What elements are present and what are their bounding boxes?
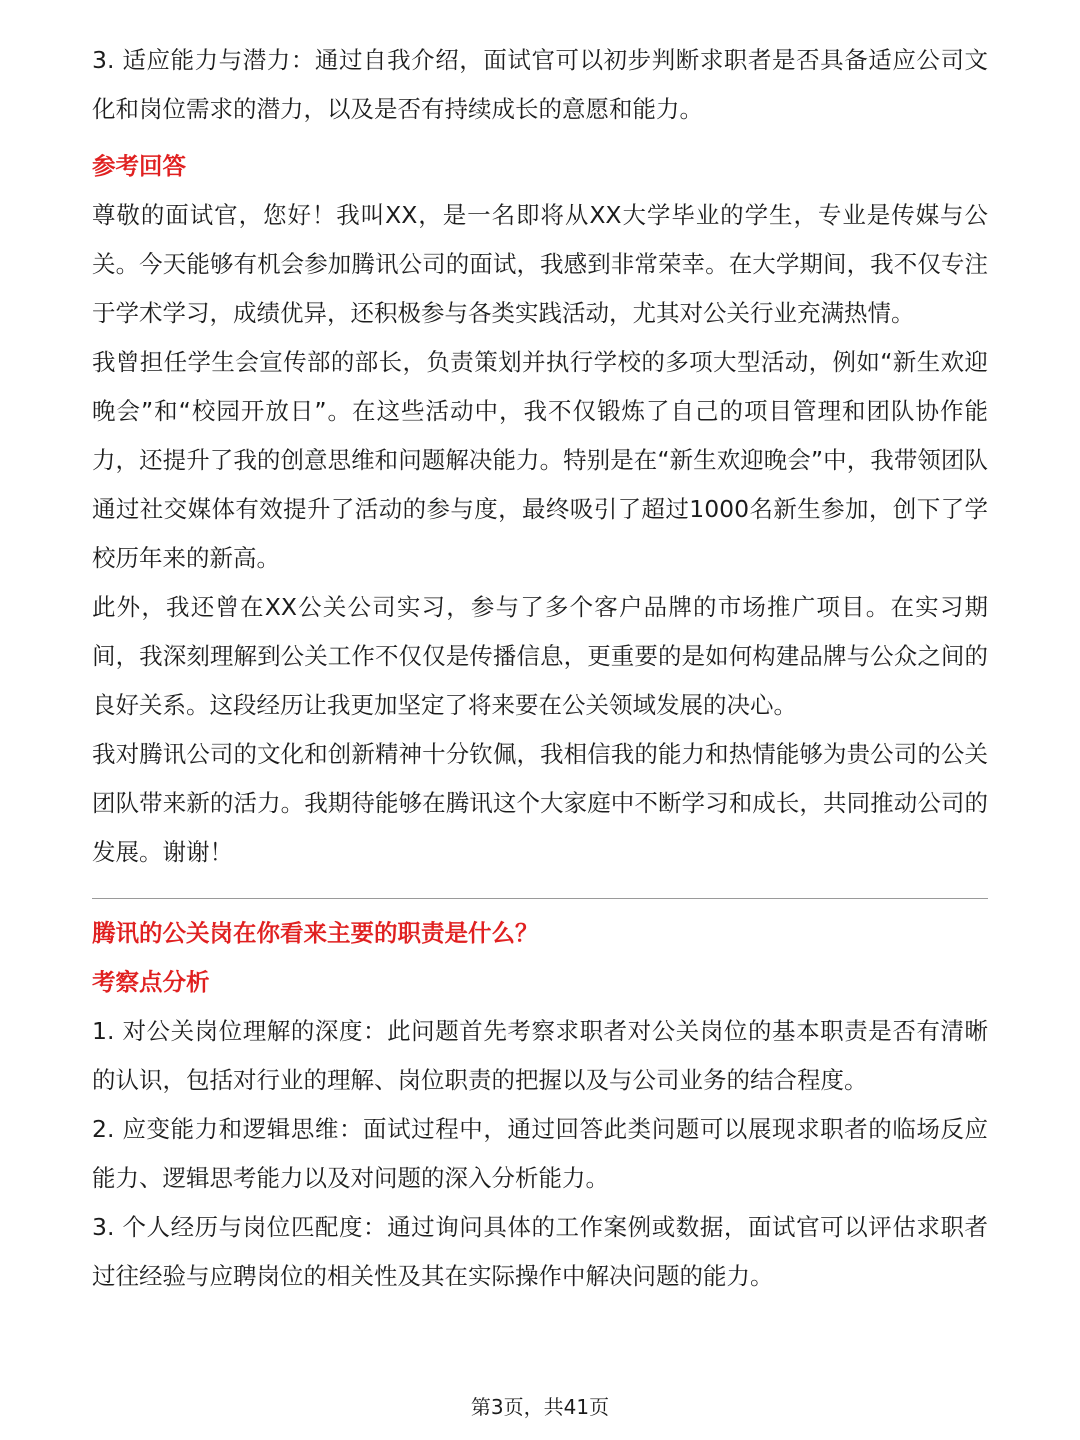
analysis-point-3: 3. 个人经历与岗位匹配度：通过询问具体的工作案例或数据，面试官可以评估求职者过往经验与应聘岗位的相关性及其在实际操作中解决问题的能力。 [92, 1213, 988, 1290]
answer-paragraph-1: 尊敬的面试官，您好！我叫XX，是一名即将从XX大学毕业的学生，专业是传媒与公关。今天能够有机会参加腾讯公司的面试，我感到非常荣幸。在大学期间，我不仅专注于学术学习，成绩优异，还积极参与各类实践活动，尤其对公关行业充满热情。 [92, 201, 988, 327]
section-divider [92, 898, 988, 899]
answer-paragraph-3: 此外，我还曾在XX公关公司实习，参与了多个客户品牌的市场推广项目。在实习期间，我深刻理解到公关工作不仅仅是传播信息，更重要的是如何构建品牌与公众之间的良好关系。这段经历让我更加坚定了将来要在公关领域发展的决心。 [92, 593, 988, 719]
question-title: 腾讯的公关岗在你看来主要的职责是什么？ [92, 919, 539, 947]
intro-point-3: 3. 适应能力与潜力：通过自我介绍，面试官可以初步判断求职者是否具备适应公司文化和岗位需求的潜力，以及是否有持续成长的意愿和能力。 [92, 46, 988, 123]
analysis-heading: 考察点分析 [92, 968, 210, 996]
answer-paragraph-2: 我曾担任学生会宣传部的部长，负责策划并执行学校的多项大型活动，例如“新生欢迎晚会”和“校园开放日”。在这些活动中，我不仅锻炼了自己的项目管理和团队协作能力，还提升了我的创意思维和问题解决能力。特别是在“新生欢迎晚会”中，我带领团队通过社交媒体有效提升了活动的参与度，最终吸引了超过1000名新生参加，创下了学校历年来的新高。 [92, 348, 988, 572]
analysis-point-1: 1. 对公关岗位理解的深度：此问题首先考察求职者对公关岗位的基本职责是否有清晰的认识，包括对行业的理解、岗位职责的把握以及与公司业务的结合程度。 [92, 1017, 988, 1094]
reference-answer-heading: 参考回答 [92, 152, 186, 180]
answer-paragraph-4: 我对腾讯公司的文化和创新精神十分钦佩，我相信我的能力和热情能够为贵公司的公关团队带来新的活力。我期待能够在腾讯这个大家庭中不断学习和成长，共同推动公司的发展。谢谢！ [92, 740, 988, 866]
document-body [92, 36, 988, 1301]
analysis-point-2: 2. 应变能力和逻辑思维：面试过程中，通过回答此类问题可以展现求职者的临场反应能力、逻辑思考能力以及对问题的深入分析能力。 [92, 1115, 988, 1192]
page-number: 第3页，共41页 [470, 1395, 610, 1419]
